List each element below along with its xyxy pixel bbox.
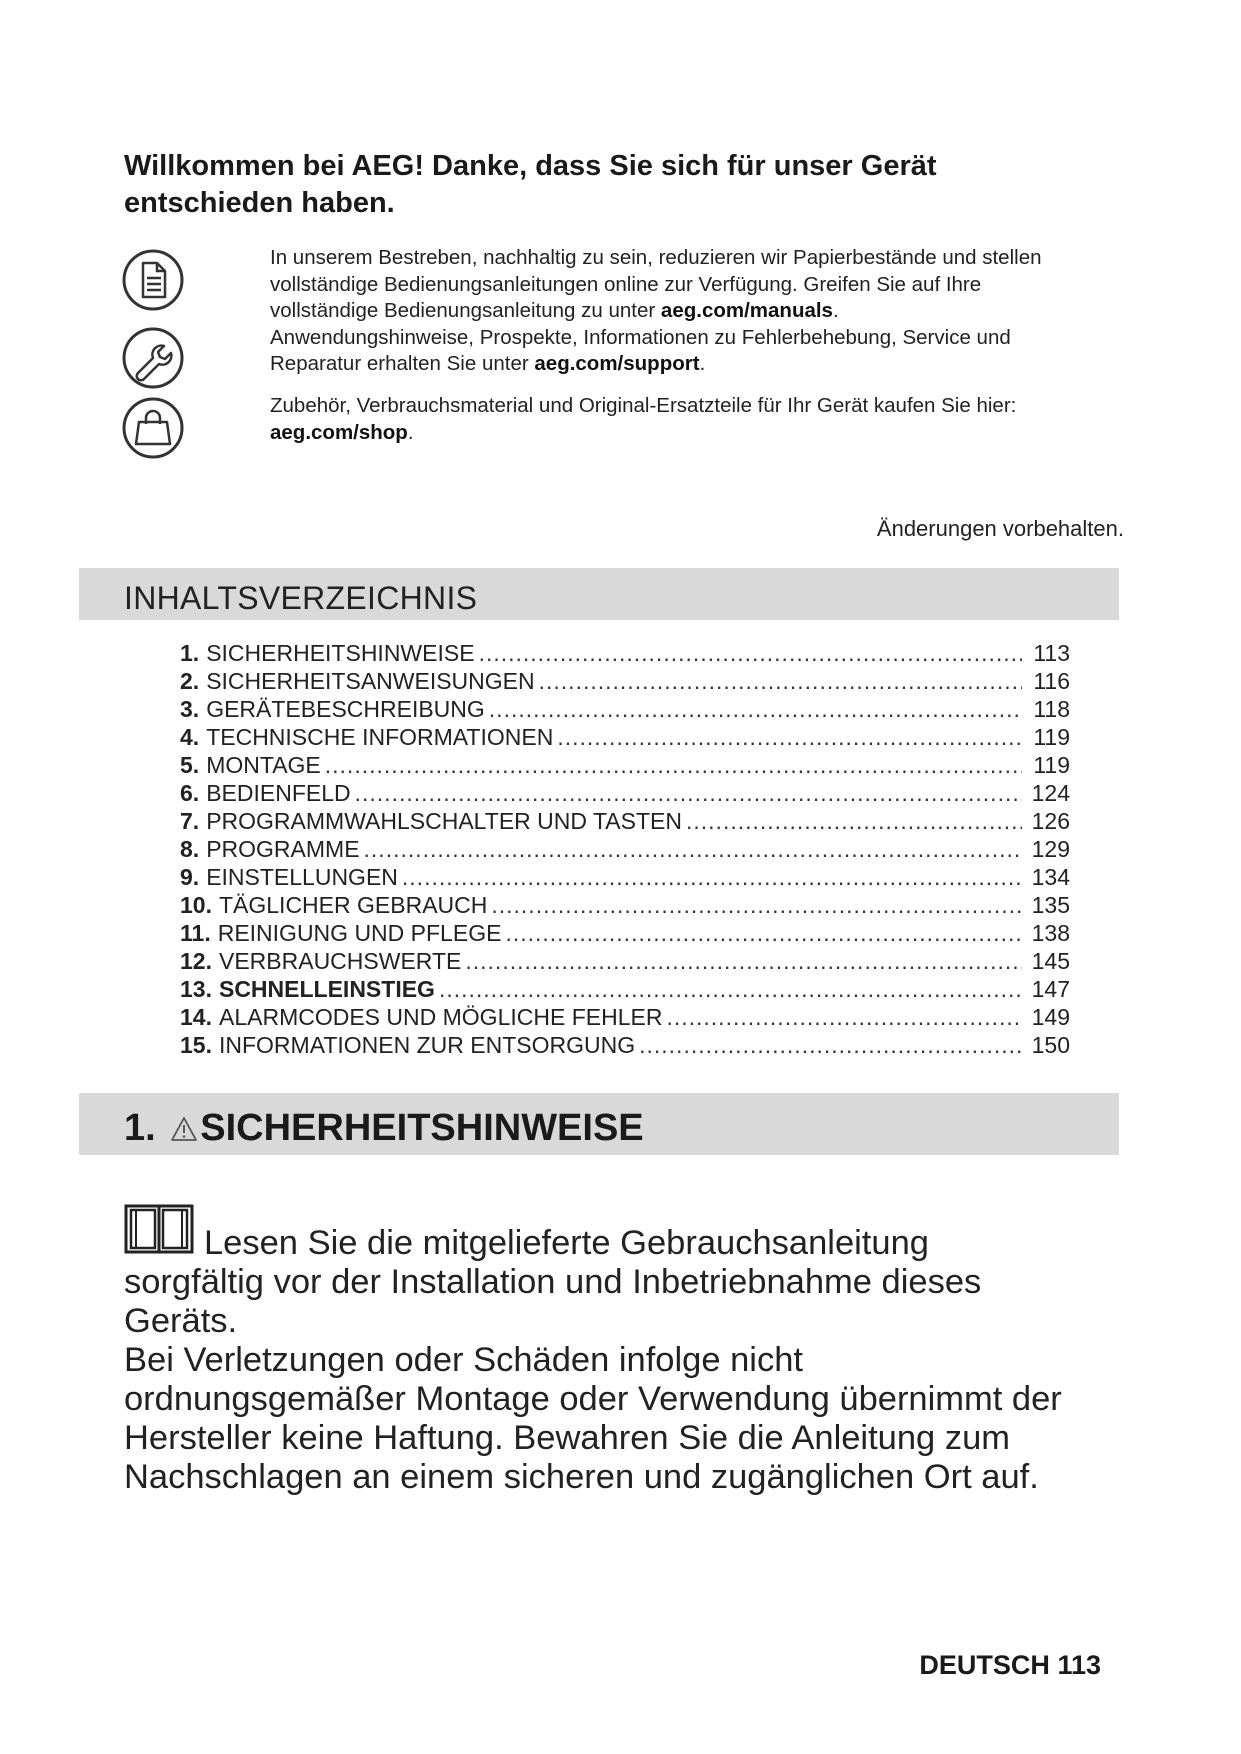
toc-entry-label: MONTAGE xyxy=(206,752,321,778)
toc-entry[interactable] xyxy=(180,696,1070,724)
toc-entry-page: 134 xyxy=(1031,864,1070,890)
toc-title: INHALTSVERZEICHNIS xyxy=(124,580,478,616)
toc-entry-page: 113 xyxy=(1033,640,1070,666)
section-1-title xyxy=(124,1107,644,1150)
toc-leader-dots xyxy=(439,976,1022,1003)
toc-entry-label: ALARMCODES UND MÖGLICHE FEHLER xyxy=(218,1004,663,1030)
toc-entry-number: 3. xyxy=(180,696,200,722)
period: . xyxy=(832,299,839,322)
toc-entry-number: 11. xyxy=(180,920,211,946)
document-icon xyxy=(121,248,185,312)
toc-entry-page: 135 xyxy=(1031,892,1070,918)
toc-entry-page: 150 xyxy=(1031,1032,1070,1058)
toc-leader-dots xyxy=(557,724,1022,751)
toc-entry-number: 15. xyxy=(180,1032,212,1058)
section-number: 1. xyxy=(124,1107,156,1149)
toc-entry-label: PROGRAMMWAHLSCHALTER UND TASTEN xyxy=(206,808,682,834)
welcome-line-1: Willkommen bei AEG! Danke, dass Sie sich für unser Gerät xyxy=(124,150,937,182)
intro-paragraph-2 xyxy=(270,393,1130,446)
toc-entry-page: 149 xyxy=(1031,1004,1070,1030)
book-icon xyxy=(124,1202,194,1258)
toc-entry-number: 6. xyxy=(180,780,200,806)
welcome-heading xyxy=(124,148,1024,222)
toc-entry-label: SICHERHEITSANWEISUNGEN xyxy=(206,668,535,694)
toc-entry-number: 12. xyxy=(180,948,212,974)
toc-entry[interactable] xyxy=(180,808,1070,836)
toc-entry-number: 14. xyxy=(180,1004,212,1030)
body-line: sorgfältig vor der Installation und Inbetriebnahme dieses xyxy=(124,1263,982,1301)
intro-line xyxy=(270,351,1130,378)
toc-leader-dots xyxy=(355,780,1022,807)
toc-leader-dots xyxy=(402,864,1022,891)
toc-entry-page: 118 xyxy=(1033,696,1070,722)
intro-text: vollständige Bedienungsanleitung zu unter xyxy=(270,299,661,322)
toc-entry-number: 2. xyxy=(180,668,200,694)
footer-page-number: 113 xyxy=(1057,1650,1101,1680)
body-line: Nachschlagen an einem sicheren und zugänglichen Ort auf. xyxy=(124,1458,1039,1496)
intro-line: vollständige Bedienungsanleitungen online zur Verfügung. Greifen Sie auf Ihre xyxy=(270,272,982,296)
toc-entry[interactable] xyxy=(180,920,1070,948)
intro-line xyxy=(270,420,1130,447)
toc-leader-dots xyxy=(539,668,1022,695)
toc-leader-dots xyxy=(465,948,1022,975)
period: . xyxy=(699,352,706,375)
toc-leader-dots xyxy=(666,1004,1022,1031)
toc-entry-label: BEDIENFELD xyxy=(206,780,351,806)
toc-entry-label: SCHNELLEINSTIEG xyxy=(218,976,435,1002)
toc-entry-number: 8. xyxy=(180,836,200,862)
period: . xyxy=(407,420,414,444)
toc-entry-number: 10. xyxy=(180,892,212,918)
toc-entry[interactable] xyxy=(180,1032,1070,1060)
toc-entry[interactable] xyxy=(180,668,1070,696)
toc-entry[interactable] xyxy=(180,976,1070,1004)
section-title-text: SICHERHEITSHINWEISE xyxy=(200,1107,644,1149)
toc-entry-number: 13. xyxy=(180,976,212,1002)
toc-entry-label: TECHNISCHE INFORMATIONEN xyxy=(206,724,554,750)
manuals-link[interactable]: aeg.com/manuals xyxy=(660,299,833,322)
section-1-body xyxy=(124,1202,1134,1497)
body-line: Geräts. xyxy=(124,1302,238,1340)
welcome-line-2: entschieden haben. xyxy=(124,187,395,219)
toc-entry[interactable] xyxy=(180,780,1070,808)
toc-entry-label: EINSTELLUNGEN xyxy=(206,864,398,890)
body-line: Bei Verletzungen oder Schäden infolge nicht xyxy=(124,1341,803,1379)
support-link[interactable]: aeg.com/support xyxy=(534,352,700,375)
intro-line: Anwendungshinweise, Prospekte, Informationen zu Fehlerbehebung, Service und xyxy=(270,325,1011,349)
body-text: Lesen Sie die mitgelieferte Gebrauchsanleitung xyxy=(204,1224,929,1262)
toc-entry[interactable] xyxy=(180,1004,1070,1032)
warning-icon xyxy=(170,1116,198,1142)
toc-leader-dots xyxy=(489,696,1022,723)
toc-entry-number: 4. xyxy=(180,724,200,750)
toc-entry[interactable] xyxy=(180,724,1070,752)
toc-entry[interactable] xyxy=(180,640,1070,668)
intro-line: In unserem Bestreben, nachhaltig zu sein, reduzieren wir Papierbestände und stellen xyxy=(270,246,1042,269)
footer-language: DEUTSCH xyxy=(919,1650,1050,1680)
wrench-icon xyxy=(121,326,185,390)
toc-entry[interactable] xyxy=(180,948,1070,976)
toc-entry-number: 5. xyxy=(180,752,200,778)
toc-entry-label: REINIGUNG UND PFLEGE xyxy=(217,920,502,946)
toc-entry[interactable] xyxy=(180,836,1070,864)
toc-leader-dots xyxy=(639,1032,1022,1059)
changes-note: Änderungen vorbehalten. xyxy=(876,516,1124,541)
toc-entry-label: PROGRAMME xyxy=(206,836,360,862)
toc-entry-page: 145 xyxy=(1031,948,1070,974)
toc-entry-label: INFORMATIONEN ZUR ENTSORGUNG xyxy=(218,1032,636,1058)
toc-entry-page: 147 xyxy=(1031,976,1070,1002)
body-line: Hersteller keine Haftung. Bewahren Sie die Anleitung zum xyxy=(124,1419,1010,1457)
body-line xyxy=(124,1202,1134,1263)
shopping-bag-icon xyxy=(121,396,185,460)
toc-entry-label: SICHERHEITSHINWEISE xyxy=(206,640,475,666)
toc-entry-page: 119 xyxy=(1033,752,1070,778)
toc-entry-label: TÄGLICHER GEBRAUCH xyxy=(218,892,488,918)
intro-line xyxy=(270,298,1130,325)
intro-line: Zubehör, Verbrauchsmaterial und Original-Ersatzteile für Ihr Gerät kaufen Sie hier: xyxy=(270,394,1017,417)
toc-entry[interactable] xyxy=(180,752,1070,780)
toc-entry-label: GERÄTEBESCHREIBUNG xyxy=(206,696,485,722)
page-footer xyxy=(919,1650,1101,1681)
toc-leader-dots xyxy=(479,640,1022,667)
toc-entry-page: 124 xyxy=(1031,780,1070,806)
toc-entry-page: 129 xyxy=(1031,836,1070,862)
toc-entry-page: 119 xyxy=(1033,724,1070,750)
toc-leader-dots xyxy=(364,836,1022,863)
table-of-contents xyxy=(180,640,1070,1060)
toc-entry-number: 9. xyxy=(180,864,200,890)
body-line: ordnungsgemäßer Montage oder Verwendung übernimmt der xyxy=(124,1380,1062,1418)
toc-leader-dots xyxy=(491,892,1022,919)
toc-entry[interactable] xyxy=(180,892,1070,920)
intro-text: Reparatur erhalten Sie unter xyxy=(270,352,535,375)
toc-header-band xyxy=(79,568,1119,620)
shop-link[interactable]: aeg.com/shop xyxy=(270,420,408,444)
toc-entry-page: 126 xyxy=(1031,808,1070,834)
toc-entry[interactable] xyxy=(180,864,1070,892)
intro-paragraph-1 xyxy=(270,245,1130,378)
toc-entry-label: VERBRAUCHSWERTE xyxy=(218,948,462,974)
toc-entry-number: 1. xyxy=(180,640,200,666)
toc-entry-page: 116 xyxy=(1033,668,1070,694)
toc-leader-dots xyxy=(505,920,1022,947)
toc-entry-number: 7. xyxy=(180,808,200,834)
toc-leader-dots xyxy=(325,752,1022,779)
toc-entry-page: 138 xyxy=(1031,920,1070,946)
section-1-band xyxy=(79,1093,1119,1155)
toc-leader-dots xyxy=(686,808,1022,835)
